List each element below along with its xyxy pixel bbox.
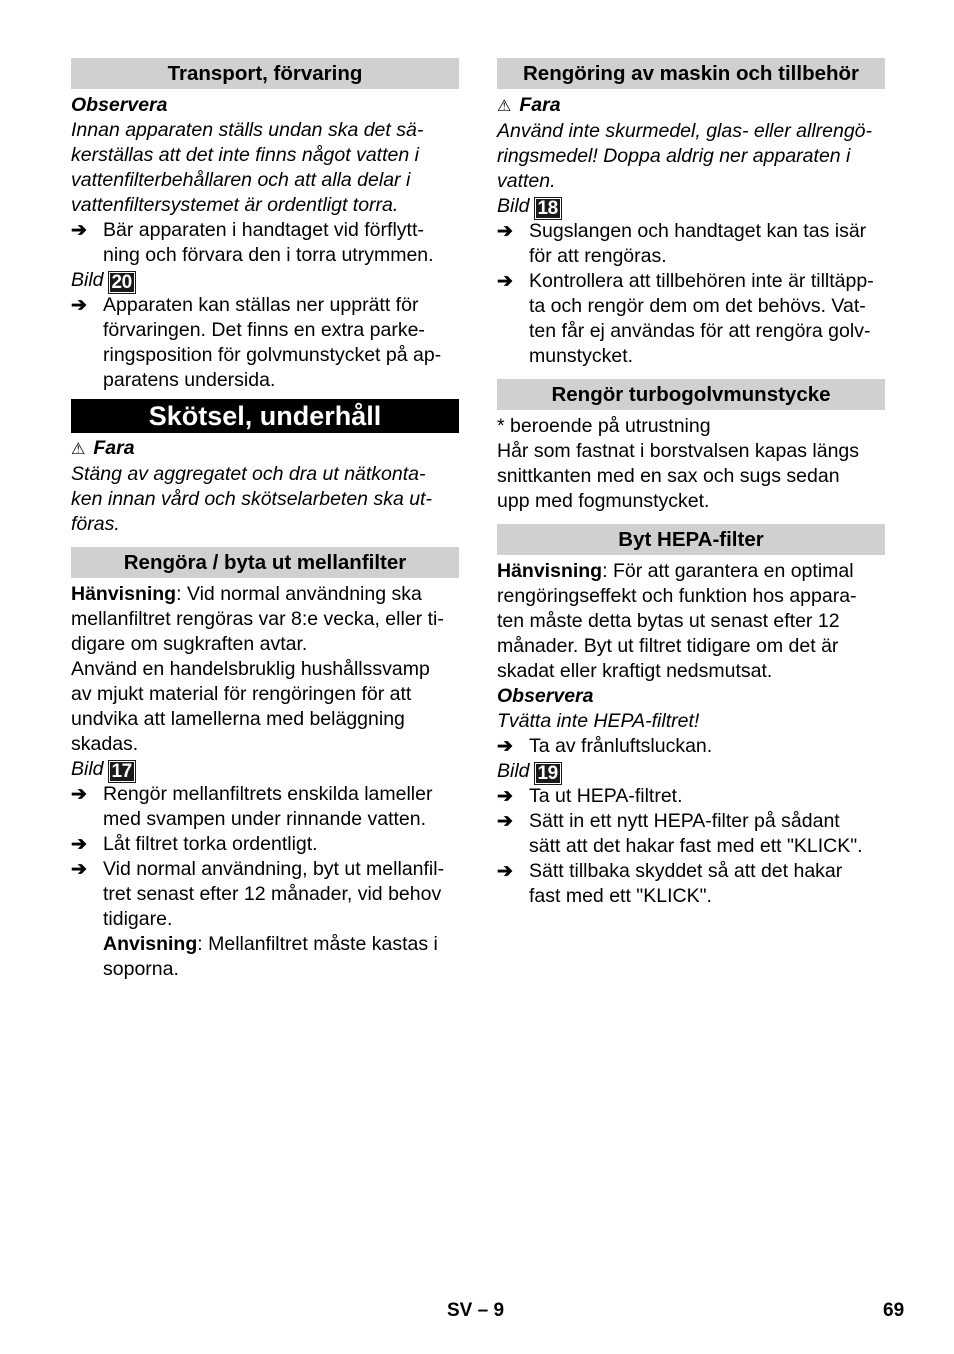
text-line: Rengör mellanfiltrets enskilda lameller <box>103 783 433 805</box>
text-line: förvaringen. Det finns en extra parke- <box>103 319 425 341</box>
text-line: skadas. <box>71 733 139 755</box>
text-line: ten får ej användas för att rengöra golv- <box>529 320 871 342</box>
observera-label: Observera <box>497 685 594 707</box>
figure-reference <box>71 757 459 782</box>
text-line: snittkanten med en sax och sugs sedan <box>497 465 840 487</box>
text-line: ringsmedel! Doppa aldrig ner apparaten i <box>497 145 851 167</box>
text-line: Använd en handelsbruklig hushållssvamp <box>71 658 430 680</box>
fara-label-row <box>497 93 885 119</box>
hanvisning-paragraph <box>497 559 885 684</box>
bullet-item <box>497 784 885 809</box>
bullet-item <box>497 809 885 859</box>
text-line: Vid normal användning, byt ut mellanfil- <box>103 858 445 880</box>
text-line: Ta av frånluftsluckan. <box>529 735 713 757</box>
arrow-right-icon: ➔ <box>497 811 513 832</box>
text-line: månader. Byt ut filtret tidigare om det är <box>497 635 839 657</box>
footer-section-label: SV – 9 <box>447 1300 505 1321</box>
bild-label: Bild <box>497 760 530 782</box>
fara-label-row <box>71 436 459 462</box>
arrow-right-icon: ➔ <box>71 295 87 316</box>
bild-label: Bild <box>71 269 104 291</box>
paragraph <box>497 414 885 514</box>
bild-label: Bild <box>71 758 104 780</box>
arrow-right-icon: ➔ <box>71 220 87 241</box>
text-line <box>497 559 885 584</box>
text-line: fast med ett "KLICK". <box>529 885 712 907</box>
figure-number-badge: 17 <box>111 761 132 782</box>
text-line: Innan apparaten ställs undan ska det sä- <box>71 119 424 141</box>
hanvisning-label: Hänvisning <box>497 560 603 582</box>
section-heading-turbo: Rengör turbogolvmunstycke <box>497 379 885 410</box>
bullet-item <box>71 782 459 832</box>
text-line: Hår som fastnat i borstvalsen kapas längs <box>497 440 860 462</box>
arrow-right-icon: ➔ <box>497 221 513 242</box>
bullet-item <box>71 293 459 393</box>
text-line: ta och rengör dem om det behövs. Vat- <box>529 295 866 317</box>
bullet-item <box>71 832 459 857</box>
text-line: kerställas att det inte finns något vatten i <box>71 144 419 166</box>
figure-number-badge: 18 <box>537 198 558 219</box>
text-line: med svampen under rinnande vatten. <box>103 808 427 830</box>
arrow-right-icon: ➔ <box>71 859 87 880</box>
text-line: * beroende på utrustning <box>497 415 711 437</box>
section-heading-transport: Transport, förvaring <box>71 58 459 89</box>
arrow-right-icon: ➔ <box>497 271 513 292</box>
text-line: paratens undersida. <box>103 369 276 391</box>
text-span: : Vid normal användning ska <box>176 583 422 605</box>
bullet-item <box>497 269 885 369</box>
text-line: Sätt in ett nytt HEPA-filter på sådant <box>529 810 840 832</box>
arrow-right-icon: ➔ <box>71 834 87 855</box>
text-line: soporna. <box>103 958 179 980</box>
text-line: vatten. <box>497 170 556 192</box>
text-line: av mjukt material för rengöringen för att <box>71 683 412 705</box>
text-line: Sätt tillbaka skyddet så att det hakar <box>529 860 843 882</box>
text-line: upp med fogmunstycket. <box>497 490 710 512</box>
warning-triangle-icon: ⚠ <box>71 441 86 458</box>
page-number: 69 <box>883 1300 905 1321</box>
text-span: : För att garantera en optimal <box>602 560 854 582</box>
text-line: föras. <box>71 513 120 535</box>
anvisning-label: Anvisning <box>103 933 198 955</box>
fara-text <box>71 462 459 537</box>
text-line: digare om sugkraften avtar. <box>71 633 308 655</box>
text-line: Sugslangen och handtaget kan tas isär <box>529 220 867 242</box>
observera-text <box>71 118 459 218</box>
text-line: Kontrollera att tillbehören inte är tilltäpp- <box>529 270 874 292</box>
right-column <box>497 58 885 909</box>
chapter-heading-skotsel: Skötsel, underhåll <box>71 399 459 433</box>
figure-reference <box>497 759 885 784</box>
text-line: ning och förvara den i torra utrymmen. <box>103 244 434 266</box>
bullet-item <box>71 857 459 982</box>
paragraph <box>71 657 459 757</box>
observera-text <box>497 709 885 734</box>
text-line: vattenfilterbehållaren och att alla delar i <box>71 169 411 191</box>
text-line <box>71 582 459 607</box>
figure-number-badge: 20 <box>111 272 132 293</box>
text-line: Tvätta inte HEPA-filtret! <box>497 710 700 732</box>
text-line <box>103 932 459 957</box>
observera-label: Observera <box>71 94 168 116</box>
warning-triangle-icon: ⚠ <box>497 98 512 115</box>
text-line: Ta ut HEPA-filtret. <box>529 785 683 807</box>
hanvisning-paragraph <box>71 582 459 657</box>
text-line: ringsposition för golvmunstycket på ap- <box>103 344 442 366</box>
fara-label: Fara <box>519 94 561 116</box>
text-line: tret senast efter 12 månader, vid behov <box>103 883 442 905</box>
fara-label: Fara <box>93 437 135 459</box>
text-line: för att rengöras. <box>529 245 667 267</box>
text-line: undvika att lamellerna med beläggning <box>71 708 405 730</box>
text-line: tidigare. <box>103 908 173 930</box>
bullet-item <box>497 859 885 909</box>
text-span: : Mellanfiltret måste kastas i <box>197 933 438 955</box>
section-heading-rengora: Rengöra / byta ut mellanfilter <box>71 547 459 578</box>
arrow-right-icon: ➔ <box>497 786 513 807</box>
fara-text <box>497 119 885 194</box>
bullet-item <box>497 219 885 269</box>
text-line: skadat eller kraftigt nedsmutsat. <box>497 660 773 682</box>
figure-reference <box>71 268 459 293</box>
hanvisning-label: Hänvisning <box>71 583 177 605</box>
section-heading-hepa: Byt HEPA-filter <box>497 524 885 555</box>
section-heading-rengoring: Rengöring av maskin och tillbehör <box>497 58 885 89</box>
text-line: ten måste detta bytas ut senast efter 12 <box>497 610 840 632</box>
text-line: ken innan vård och skötselarbeten ska ut- <box>71 488 432 510</box>
left-column <box>71 58 459 982</box>
arrow-right-icon: ➔ <box>497 861 513 882</box>
figure-number-badge: 19 <box>537 763 558 784</box>
bullet-item <box>71 218 459 268</box>
text-line: Apparaten kan ställas ner upprätt för <box>103 294 419 316</box>
bild-label: Bild <box>497 195 530 217</box>
text-line: munstycket. <box>529 345 634 367</box>
text-line: sätt att det hakar fast med ett "KLICK". <box>529 835 863 857</box>
text-line: Använd inte skurmedel, glas- eller allrengö- <box>497 120 873 142</box>
bullet-item <box>497 734 885 759</box>
text-line: Bär apparaten i handtaget vid förflytt- <box>103 219 424 241</box>
text-line: vattenfiltersystemet är ordentligt torra. <box>71 194 399 216</box>
text-line: Låt filtret torka ordentligt. <box>103 833 318 855</box>
text-line: mellanfiltret rengöras var 8:e vecka, eller ti- <box>71 608 444 630</box>
text-line: rengöringseffekt och funktion hos appara- <box>497 585 857 607</box>
text-line: Stäng av aggregatet och dra ut nätkonta- <box>71 463 426 485</box>
arrow-right-icon: ➔ <box>71 784 87 805</box>
arrow-right-icon: ➔ <box>497 736 513 757</box>
figure-reference <box>497 194 885 219</box>
